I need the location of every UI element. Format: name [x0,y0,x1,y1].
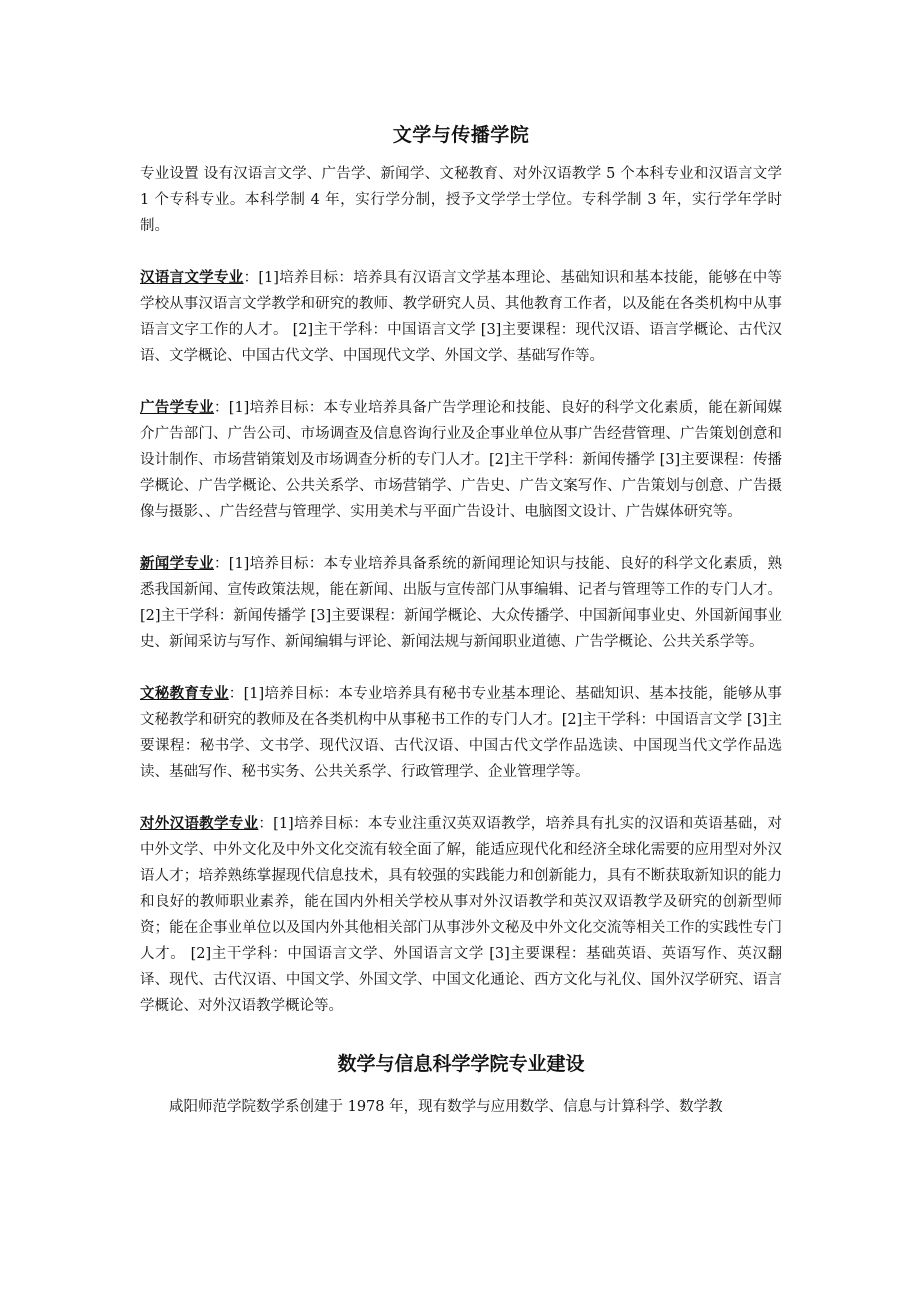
section-title-math: 数学与信息科学学院专业建设 [337,1053,585,1075]
paragraph-gap [140,655,782,681]
major-name: 汉语言文学专业 [140,269,244,286]
major-paragraph-journalism [140,551,782,655]
major-description: ：[1]培养目标：本专业培养具备广告学理论和技能、良好的科学文化素质，能在新闻媒介广告部门、广告公司、市场调查及信息咨询行业及企事业单位从事广告经营管理、广告策划创意和设计制作、市场营销策划及市场调查分析的专门人才。[2]主干学科：新闻传播学 [3]主要课程：传播学概论、广告学概论、公共关系学、市场营销学、广告史、广告文案写作、广告策划与创意、广告摄像与摄影、、广告经营与管理学、实用美术与平面广告设计、电脑图文设计、广告媒体研究等。 [140,400,782,520]
document-body [140,120,782,1120]
math-intro-paragraph: 咸阳师范学院数学系创建于 1978 年，现有数学与应用数学、信息与计算科学、数学教 [169,1099,723,1115]
major-name: 广告学专业 [140,399,214,416]
major-paragraph-secretarial-education [140,681,782,785]
major-name: 文秘教育专业 [140,685,229,702]
paragraph-gap [140,239,782,265]
major-paragraph-chinese-literature [140,265,782,369]
paragraph-gap [140,369,782,395]
paragraph-gap [140,785,782,811]
paragraph-gap [140,525,782,551]
major-description: ：[1]培养目标：本专业注重汉英双语教学，培养具有扎实的汉语和英语基础，对中外文学、中外文化及中外文化交流有较全面了解，能适应现代化和经济全球化需要的应用型对外汉语人才；培养熟练掌握现代信息技术，具有较强的实践能力和创新能力，具有不断获取新知识的能力和良好的教师职业素养，能在国内外相关学校从事对外汉语教学和英汉双语教学及研究的创新型师资；能在企事业单位以及国内外其他相关部门从事涉外文秘及中外文化交流等相关工作的实践性专门人才。 [2]主干学科：中国语言文学、外国语言文学 [3]主要课程：基础英语、英语写作、英汉翻译、现代、古代汉语、中国文学、外国文学、中国文化通论、西方文化与礼仪、国外汉学研究、语言学概论、对外汉语教学概论等。 [140,816,782,1014]
major-name: 新闻学专业 [140,555,214,572]
major-paragraph-tcfl [140,811,782,1019]
major-description: ：[1]培养目标：培养具有汉语言文学基本理论、基础知识和基本技能，能够在中等学校从事汉语言文学教学和研究的教师、教学研究人员、其他教育工作者，以及能在各类机构中从事语言文字工作的人才。 [2]主干学科：中国语言文学 [3]主要课程：现代汉语、语言学概论、古代汉语、文学概论、中国古代文学、中国现代文学、外国文学、基础写作等。 [140,270,782,364]
intro-paragraph: 专业设置 设有汉语言文学、广告学、新闻学、文秘教育、对外汉语教学 5 个本科专业和汉语言文学 1 个专科专业。本科学制 4 年，实行学分制，授予文学学士学位。专科学制 3 年，实行学年学时制。 [140,166,782,234]
major-paragraph-advertising [140,395,782,525]
major-description: ：[1]培养目标：本专业培养具备系统的新闻理论知识与技能、良好的科学文化素质，熟悉我国新闻、宣传政策法规，能在新闻、出版与宣传部门从事编辑、记者与管理等工作的专门人才。[2]主干学科：新闻传播学 [3]主要课程：新闻学概论、大众传播学、中国新闻事业史、外国新闻事业史、新闻采访与写作、新闻编辑与评论、新闻法规与新闻职业道德、广告学概论、公共关系学等。 [140,556,782,650]
major-name: 对外汉语教学专业 [140,815,259,832]
section-title: 文学与传播学院 [392,124,530,146]
major-description: ：[1]培养目标：本专业培养具有秘书专业基本理论、基础知识、基本技能，能够从事文秘教学和研究的教师及在各类机构中从事秘书工作的专门人才。[2]主干学科：中国语言文学 [3]主要课程：秘书学、文书学、现代汉语、古代汉语、中国古代文学作品选读、中国现当代文学作品选读、基础写作、秘书实务、公共关系学、行政管理学、企业管理学等。 [140,686,782,780]
